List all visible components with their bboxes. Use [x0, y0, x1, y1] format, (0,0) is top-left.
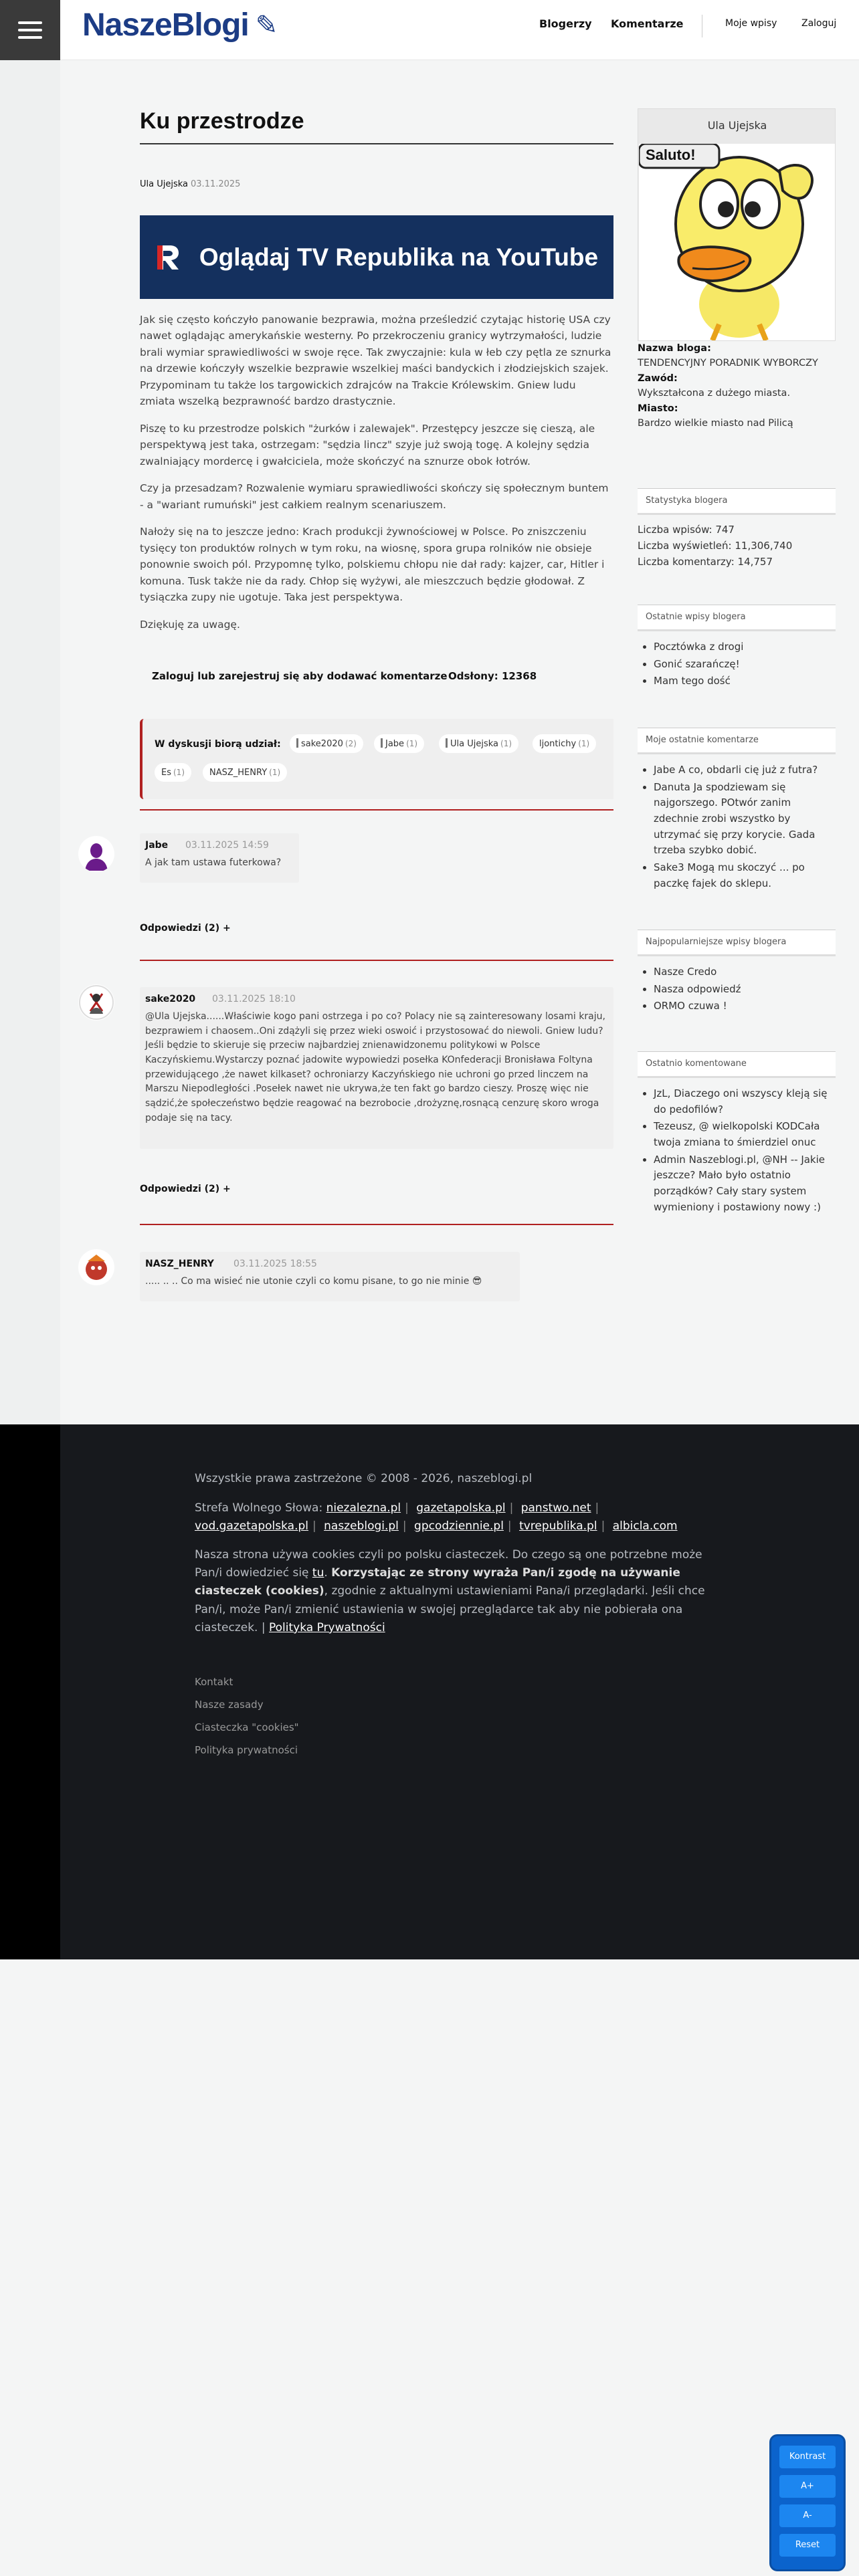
participant-chip[interactable]: ljontichy (1)	[533, 734, 596, 753]
stats-heading: Statystyka blogera	[638, 488, 836, 515]
comment-date: 03.11.2025 18:55	[233, 1259, 317, 1269]
partner-link[interactable]: vod.gazetapolska.pl	[195, 1519, 308, 1533]
list-item[interactable]: • Mam tego dość	[654, 673, 836, 689]
footer-link-contact[interactable]: Kontakt	[195, 1676, 233, 1688]
post-byline	[140, 179, 240, 189]
list-item[interactable]: • Admin Naszeblogi.pl, @NH -- Jakie jeszcze? Mało było ostatnio porządków? Cały stary system wymieniony i postawiony nowy :)	[654, 1152, 836, 1216]
avatar[interactable]	[78, 984, 114, 1021]
footer-copyright: Wszystkie prawa zastrzeżone © 2008 - 2026, naszeblogi.pl	[195, 1472, 533, 1485]
blog-name: TENDENCYJNY PORADNIK WYBORCZY	[638, 358, 818, 369]
comment-box	[140, 833, 299, 883]
partner-link[interactable]: niezalezna.pl	[326, 1501, 401, 1515]
participant-chip[interactable]: Jabe (1)	[374, 734, 424, 753]
list-item[interactable]: • Nasze Credo	[654, 964, 836, 980]
tv-republika-banner[interactable]	[140, 215, 613, 299]
logo-text[interactable]: NaszeBlogi	[82, 7, 249, 43]
footer-link-rules[interactable]: Nasze zasady	[195, 1699, 264, 1711]
comment-date: 03.11.2025 18:10	[212, 994, 296, 1004]
banner-text: Oglądaj TV Republika na YouTube	[199, 243, 599, 271]
list-item[interactable]: • JzL, Diaczego oni wszyscy kleją się do pedofilów?	[654, 1086, 836, 1117]
partner-link[interactable]: gazetapolska.pl	[416, 1501, 506, 1515]
blog-name-label: Nazwa bloga:	[638, 343, 711, 354]
footer-link-cookies[interactable]: Ciasteczka "cookies"	[195, 1721, 299, 1733]
stat-views: Liczba wyświetleń: 11,306,740	[638, 540, 793, 552]
accessibility-widget	[769, 2434, 846, 2571]
footer-inner	[60, 1424, 859, 1959]
title-divider	[140, 143, 613, 144]
popular-posts-heading: Najpopularniejsze wpisy blogera	[638, 930, 836, 956]
stat-posts: Liczba wpisów: 747	[638, 524, 735, 536]
footer-link-privacy[interactable]: Polityka prywatności	[195, 1744, 298, 1756]
post-title: Ku przestrodze	[140, 108, 304, 134]
blogger-name[interactable]: Ula Ujejska	[707, 119, 767, 132]
partner-link[interactable]: albicla.com	[612, 1519, 678, 1533]
partner-link[interactable]: naszeblogi.pl	[324, 1519, 399, 1533]
post-body	[140, 312, 613, 643]
avatar[interactable]	[78, 836, 114, 872]
nav-bloggers[interactable]: Blogerzy	[539, 17, 592, 30]
post-paragraph: Piszę to ku przestrodze polskich "żurków i zalewajek". Przestępcy jeszcze się cieszą, ale perspektywą jest taka, ostrzegam: "sędzia lincz" szyje już swoją togę. A kolejny sędzia zwalniający mordercę i gwałciciela, może skończyć na sznurze obok łotrów.	[140, 422, 595, 467]
nav-login[interactable]: Zaloguj	[801, 18, 837, 29]
partner-link[interactable]: panstwo.net	[520, 1501, 591, 1515]
city-label: Miasto:	[638, 403, 678, 414]
left-strip-page-bg	[0, 60, 60, 1424]
footer-links	[195, 1676, 299, 1767]
post-date: 03.11.2025	[191, 179, 241, 189]
list-item[interactable]: • Gonić szarańczę!	[654, 657, 836, 673]
avatar[interactable]	[78, 1249, 114, 1285]
free-speech-label: Strefa Wolnego Słowa:	[195, 1501, 323, 1515]
post-paragraph: Dziękuję za uwagę.	[140, 618, 240, 631]
list-item[interactable]: • Nasza odpowiedź	[654, 982, 836, 998]
participant-chip[interactable]: NASZ_HENRY (1)	[203, 763, 287, 782]
pen-icon: ✎	[255, 10, 278, 40]
participant-chip[interactable]: sake2020 (2)	[290, 734, 363, 753]
list-item[interactable]: • Danuta Ja spodziewam się najgorszego. POtwór zanim zdechnie zrobi wszystko by utrzymać się przy korycie. Gada trzeba szybko dobić.	[654, 780, 836, 859]
comment-text: A jak tam ustawa futerkowa?	[145, 857, 282, 868]
font-decrease-button[interactable]: A-	[779, 2504, 836, 2527]
blogger-info	[638, 341, 836, 431]
comment-text: @Ula Ujejska......Właściwie kogo pani ostrzega i po co? Polacy nie są zainteresowany losami kraju, bezprawiem i chaosem..Oni zdążyli się przez wieki oswoić i przystosować do niewoli. Gniew ludu? Jeśli będzie to skieruje się przeciw najbardziej znienawidzonemu politykowi w Polsce Kaczyńskiemu.Wystarczy poznać jadowite wypowiedzi posełka KOnfederacji Bronisława Foltyna przewidującego ,że nawet kilkaset? ochroniarzy Kaczyńskiego nie uchroni go przed linczem na Marszu Niepodległości .Posełek nawet nie ukrywa,że ten fakt go bardzo cieszy. Proszę więc nie sądzić,że społeczeństwo będzie reagować na bezrobocie ,drożyznę,rosnącą cenzurę skoro wroga podaje się na tacy.	[145, 1011, 605, 1123]
job: Wykształcona z dużego miasta.	[638, 388, 791, 399]
font-increase-button[interactable]: A+	[779, 2475, 836, 2498]
discussion-label: W dyskusji biorą udział:	[155, 739, 281, 750]
avatar-caption: Saluto!	[646, 146, 696, 163]
list-item[interactable]: • Pocztówka z drogi	[654, 639, 836, 655]
post-paragraph: Nałoży się na to jeszcze jedno: Krach produkcji żywnościowej w Polsce. Po zniszczeniu tysięcy ton produktów rolnych w tym roku, na wiosnę, spora grupa rolników nie obsieje ponownie swoich pól. Przypomnę tylko, polskiemu chłopu nie dał rady: kajzer, car, Hitler i komuna. Tusk także nie da rady. Chłop się wyżywi, ale mieszczuch będzie głodował. Z tysiączka zupy nie ugotuje. Taka jest perspektywa.	[140, 526, 605, 604]
site-header	[60, 0, 859, 60]
post-paragraph: Jak się często kończyło panowanie bezprawia, można prześledzić czytając historię USA czy nawet oglądając amerykańskie westerny. Po przekroczeniu granicy wytrzymałości, ludzie brali wymiar sprawiedliwości w swoje ręce. Tak zwyczajnie: kula w łeb czy pętla ze sznurka na drzewie kończyły wszelkie bezprawie wszelkiej maści bandyckich i złodziejskich szajek. Przypominam tu także los targowickich zdrajców na Trakcie Królewskim. Gniew ludu zmiata wszelką bezprawność bardzo drastycznie.	[140, 314, 611, 408]
post-paragraph: Czy ja przesadzam? Rozwalenie wymiaru sprawiedliwości skończy się społecznym buntem - a "wariant rumuński" jest całkiem realnym scenariuszem.	[140, 482, 609, 511]
recent-posts-list	[638, 639, 836, 691]
comment-divider	[140, 960, 613, 961]
republika-logo-icon	[155, 243, 181, 272]
participant-chip[interactable]: Es (1)	[155, 763, 191, 782]
replies-toggle[interactable]: Odpowiedzi (2) +	[140, 1184, 231, 1194]
list-item[interactable]: • Sake3 Mogą mu skoczyć ... po paczkę fajek do sklepu.	[654, 860, 836, 891]
discussion-participants	[140, 719, 613, 799]
list-item[interactable]: • Jabe A co, obdarli cię już z futra?	[654, 762, 836, 778]
replies-toggle[interactable]: Odpowiedzi (2) +	[140, 923, 231, 934]
popular-posts-list	[638, 964, 836, 1016]
contrast-button[interactable]: Kontrast	[779, 2446, 836, 2468]
blogger-card	[638, 108, 836, 341]
site-logo[interactable]	[82, 7, 277, 43]
partner-link[interactable]: gpcodziennie.pl	[414, 1519, 504, 1533]
comment-text: ..... .. .. Co ma wisieć nie utonie czyli co komu pisane, to go nie minie 😎	[145, 1276, 482, 1287]
comment-author[interactable]: Jabe	[145, 840, 169, 851]
stat-comments: Liczba komentarzy: 14,757	[638, 556, 773, 568]
reset-button[interactable]: Reset	[779, 2534, 836, 2557]
cookies-info-link[interactable]: tu	[312, 1566, 324, 1580]
post-hits: Odsłony: 12368	[448, 670, 537, 682]
comment-author[interactable]: NASZ_HENRY	[145, 1259, 214, 1269]
hamburger-menu-icon[interactable]	[0, 0, 60, 60]
comment-divider	[140, 1224, 613, 1225]
recent-posts-heading: Ostatnie wpisy blogera	[638, 605, 836, 631]
recently-commented-heading: Ostatnio komentowane	[638, 1051, 836, 1078]
comment-box	[140, 1252, 520, 1301]
login-to-comment-link[interactable]: Zaloguj lub zarejestruj się aby dodawać komentarze	[152, 670, 448, 682]
comment-date: 03.11.2025 14:59	[185, 840, 269, 851]
nav-comments[interactable]: Komentarze	[611, 17, 684, 30]
blogger-stats	[638, 522, 836, 570]
my-comments-heading: Moje ostatnie komentarze	[638, 728, 836, 754]
footer-partners: Strefa Wolnego Słowa: niezalezna.pl | gazetapolska.pl | panstwo.net | vod.gazetapolska.pl | naszeblogi.pl | gpcodziennie.pl | tvrepublika.pl | albicla.com	[195, 1501, 678, 1533]
privacy-policy-link[interactable]: Polityka Prywatności	[268, 1620, 385, 1634]
recently-commented-list	[638, 1086, 836, 1217]
job-label: Zawód:	[638, 372, 678, 384]
comment-box	[140, 987, 613, 1149]
partner-link[interactable]: tvrepublika.pl	[519, 1519, 597, 1533]
city: Bardzo wielkie miasto nad Pilicą	[638, 418, 793, 429]
post-author-link[interactable]: Ula Ujejska	[140, 179, 189, 189]
nav-my-posts[interactable]: Moje wpisy	[725, 18, 777, 29]
cookies-notice: Nasza strona używa cookies czyli po polsku ciasteczek. Do czego są one potrzebne może Pan/i dowiedzieć się tu. Korzystając ze strony wyraża Pan/i zgodę na używanie ciasteczek (cookies), zgodnie z aktualnymi ustawieniami Pana/i przeglądarki. Jeśli chce Pan/i, może Pan/i zmienić ustawienia w swojej przeglądarce tak aby nie pobierała ona ciasteczek. | Polityka Prywatności	[195, 1548, 705, 1634]
site-footer	[0, 1424, 859, 1959]
list-item[interactable]: • Tezeusz, @ wielkopolski KODCała twoja zmiana to śmierdziel onuc	[654, 1119, 836, 1150]
list-item[interactable]: • ORMO czuwa !	[654, 998, 836, 1014]
comment-divider	[140, 809, 613, 811]
comment-author[interactable]: sake2020	[145, 994, 196, 1004]
participant-chip[interactable]: Ula Ujejska (1)	[439, 734, 518, 753]
blogger-avatar[interactable]	[639, 144, 835, 340]
my-comments-list	[638, 762, 836, 893]
